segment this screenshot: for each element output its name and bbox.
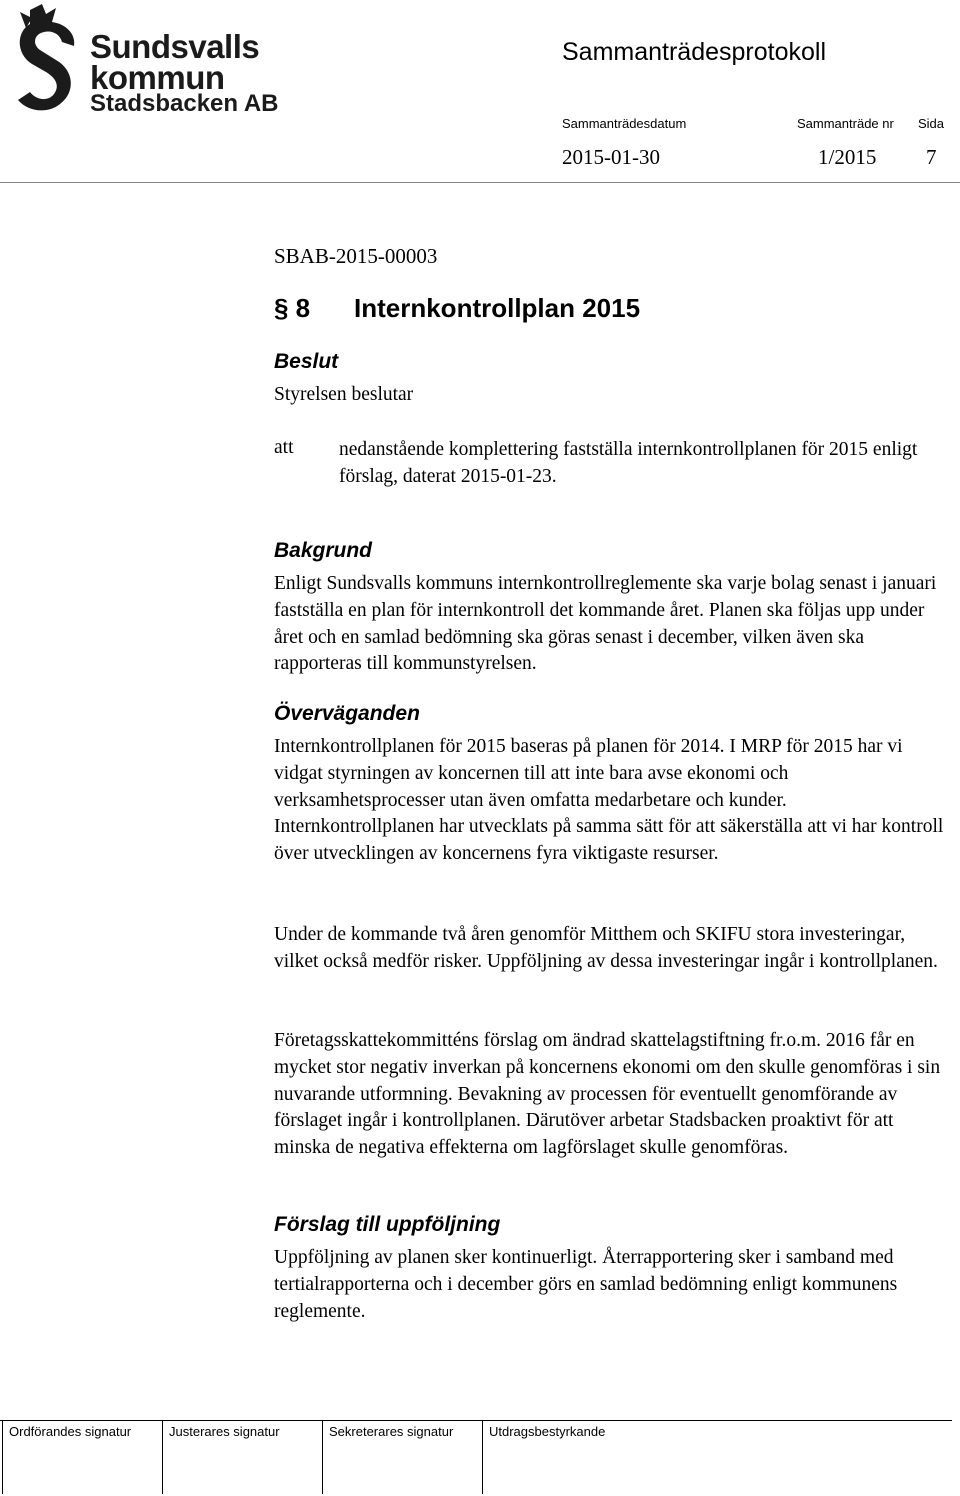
- att-label: att: [274, 437, 294, 458]
- adjuster-signature-label: Justerares signatur: [169, 1424, 280, 1439]
- overvaganden-paragraph-1: Internkontrollplanen för 2015 baseras på planen för 2014. I MRP för 2015 har vi vidgat styrningen av koncernen till att inte bara avse ekonomi och verksamhetsprocesser utan även omfatta medarbetare och kunder. Internkontrollplanen har utvecklats på samma sätt för att säkerställa att vi har kontroll över utvecklingen av koncernens fyra viktigaste resurser.: [274, 736, 944, 865]
- bakgrund-paragraph: Enligt Sundsvalls kommuns internkontrollreglemente ska varje bolag senast i januari fastställa en plan för internkontroll det kommande året. Planen ska följas upp under året och en samlad bedömning ska göras senast i december, vilken även ska rapporteras till kommunstyrelsen.: [274, 573, 937, 675]
- section-heading: [274, 293, 640, 324]
- certified-extract-label: Utdragsbestyrkande: [489, 1424, 606, 1439]
- page-number-value: 7: [926, 145, 937, 169]
- beslut-heading: Beslut: [274, 350, 339, 373]
- overvaganden-heading: Överväganden: [274, 702, 420, 725]
- meeting-date-label: Sammanträdesdatum: [562, 116, 687, 131]
- logo-text-kommun: kommun: [90, 59, 225, 96]
- certified-extract-box: [482, 1420, 952, 1494]
- meeting-number-label: Sammanträde nr: [797, 116, 894, 131]
- secretary-signature-box: [322, 1420, 482, 1494]
- section-number: § 8: [274, 293, 311, 323]
- section-title: Internkontrollplan 2015: [354, 293, 641, 323]
- logo-emblem-icon: [12, 2, 84, 120]
- chair-signature-box: [2, 1420, 162, 1494]
- document-type-title: Sammanträdesprotokoll: [562, 38, 827, 66]
- bakgrund-heading: Bakgrund: [274, 539, 373, 562]
- organization-logo: [12, 2, 279, 122]
- case-number: SBAB-2015-00003: [274, 244, 438, 268]
- beslut-intro: Styrelsen beslutar: [274, 384, 414, 405]
- overvaganden-paragraph-2: Under de kommande två åren genomför Mitthem och SKIFU stora investeringar, vilket också medför risker. Uppföljning av dessa investeringar ingår i kontrollplanen.: [274, 924, 938, 972]
- forslag-heading: Förslag till uppföljning: [274, 1213, 501, 1236]
- header-divider: [0, 182, 960, 183]
- meeting-date-value: 2015-01-30: [562, 145, 660, 169]
- logo-text-sundsvalls: Sundsvalls: [90, 28, 260, 65]
- forslag-paragraph: Uppföljning av planen sker kontinuerligt. Återrapportering sker i samband med tertialrapporterna och i december görs en samlad bedömning enligt kommunens reglemente.: [274, 1247, 898, 1322]
- secretary-signature-label: Sekreterares signatur: [329, 1424, 454, 1439]
- att-decision-text: nedanstående komplettering fastställa internkontrollplanen för 2015 enligt förslag, daterat 2015-01-23.: [339, 439, 918, 487]
- logo-text-stadsbacken: Stadsbacken AB: [90, 90, 279, 117]
- page-label: Sida: [918, 116, 945, 131]
- chair-signature-label: Ordförandes signatur: [9, 1424, 132, 1439]
- overvaganden-paragraph-3: Företagsskattekommitténs förslag om ändrad skattelagstiftning fr.o.m. 2016 får en mycket stor negativ inverkan på koncernens ekonomi om den skulle genomföras i sin nuvarande utformning. Bevakning av processen för eventuellt genomförande av förslaget ingår i kontrollplanen. Därutöver arbetar Stadsbacken proaktivt för att minska de negativa effekterna om lagförslaget skulle genomföras.: [274, 1030, 941, 1159]
- adjuster-signature-box: [162, 1420, 322, 1494]
- meeting-number-value: 1/2015: [818, 145, 877, 169]
